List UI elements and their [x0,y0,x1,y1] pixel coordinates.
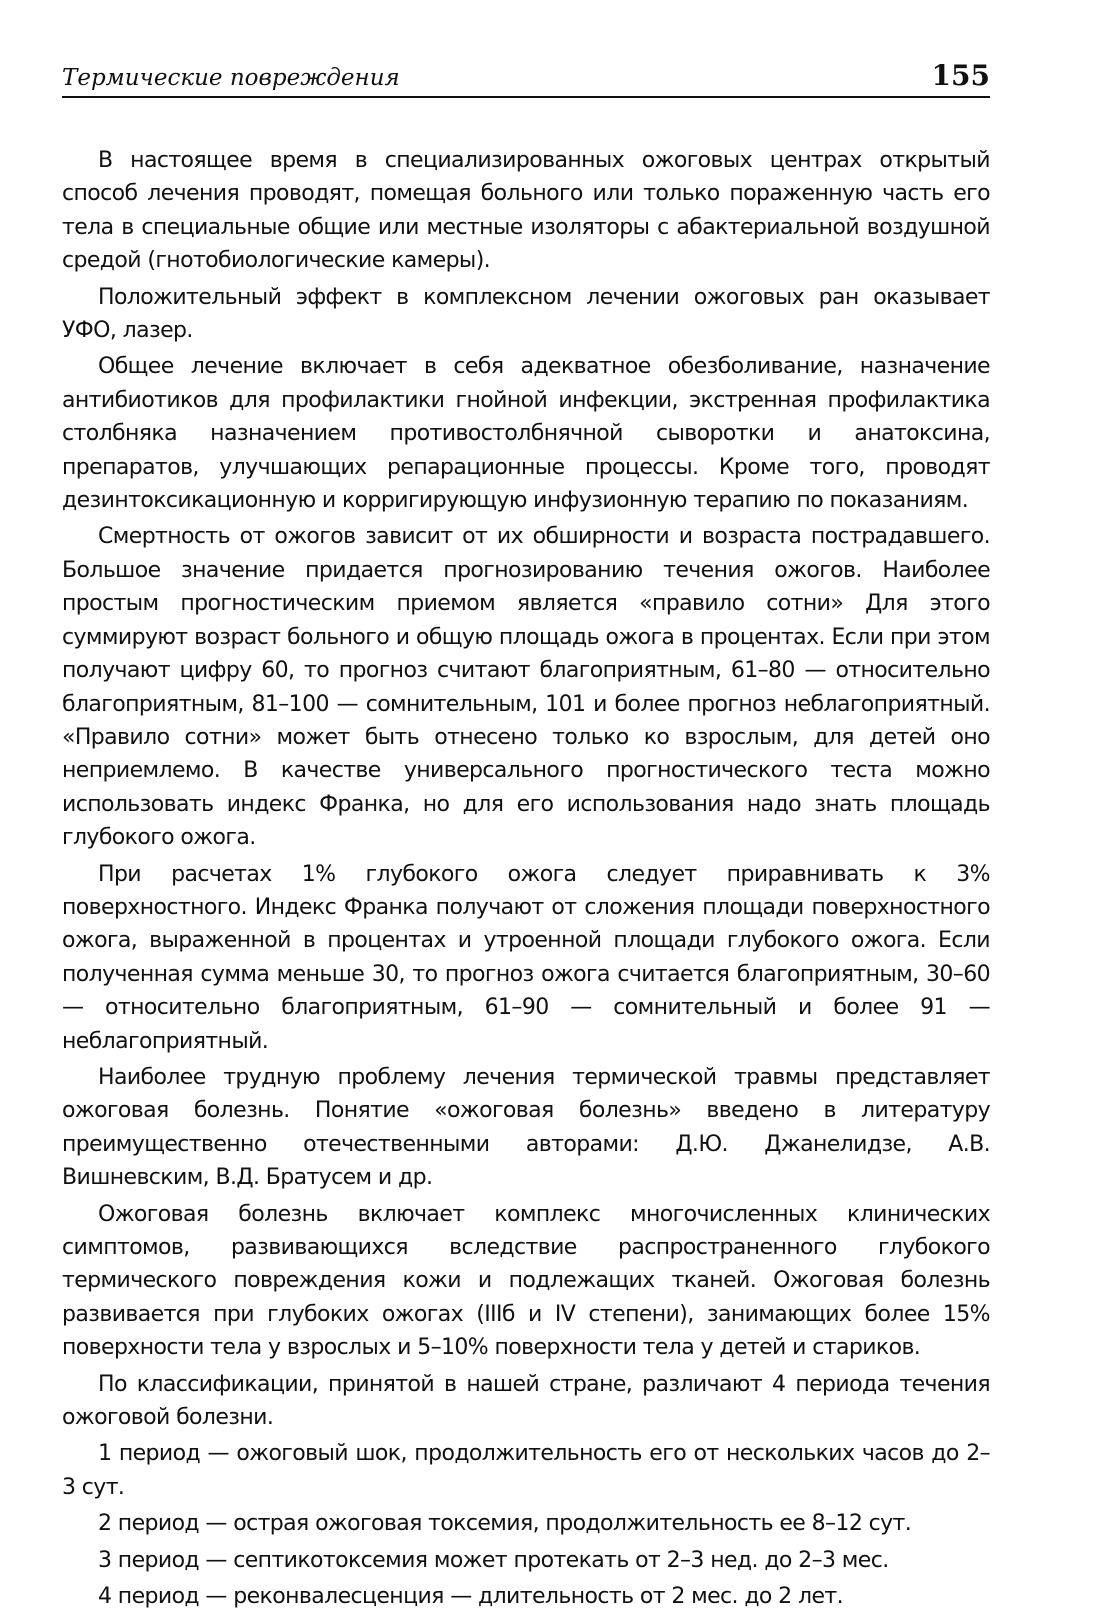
paragraph: При расчетах 1% глубокого ожога следует приравнивать к 3% поверхностного. Индекс Франка получают от сложения площади поверхностного ожога, выраженной в процентах и утроенной площади глубокого ожога. Если полученная сумма меньше 30, то прогноз ожога считается благоприятным, 30–60 — относительно благоприятным, 61–90 — сомнительный и более 91 — неблагоприятный. [62,861,990,1054]
book-page [62,44,990,1616]
period-item: 1 период — ожоговый шок, продолжительность его от нескольких часов до 2–3 сут. [62,1441,990,1500]
period-item: 2 период — острая ожоговая токсемия, продолжительность ее 8–12 сут. [98,1511,912,1537]
period-item: 4 период — реконвалесценция — длительность от 2 мес. до 2 лет. [98,1584,843,1610]
paragraph: В настоящее время в специализированных ожоговых центрах открытый способ лечения проводят, помещая больного или только пораженную часть его тела в специальные общие или местные изоляторы с абактериальной воздушной средой (гнотобиологические камеры). [62,148,990,274]
paragraph: Общее лечение включает в себя адекватное обезболивание, назначение антибиотиков для профилактики гнойной инфекции, экстренная профилактика столбняка назначением противостолбнячной сыворотки и анатоксина, препаратов, улучшающих репарационные процессы. Кроме того, проводят дезинтоксикационную и корригирующую инфузионную терапию по показаниям. [62,354,990,514]
body-text [62,144,990,1613]
paragraph: Наиболее трудную проблему лечения термической травмы представляет ожоговая болезнь. Понятие «ожоговая болезнь» введено в литературу преимущественно отечественными авторами: Д.Ю. Джанелидзе, А.В. Вишневским, В.Д. Братусем и др. [62,1064,990,1191]
paragraph: Положительный эффект в комплексном лечении ожоговых ран оказывает УФО, лазер. [62,284,990,344]
period-item: 3 период — септикотоксемия может протекать от 2–3 нед. до 2–3 мес. [98,1547,889,1573]
page-number: 155 [931,59,990,92]
paragraph: По классификации, принятой в нашей стране, различают 4 периода течения ожоговой болезни. [62,1371,990,1431]
running-header-title: Термические повреждения [62,65,400,91]
paragraph: Ожоговая болезнь включает комплекс многочисленных клинических симптомов, развивающихся вследствие распространенного глубокого термического повреждения кожи и подлежащих тканей. Ожоговая болезнь развивается при глубоких ожогах (IIIб и IV степени), занимающих более 15% поверхности тела у взрослых и 5–10% поверхности тела у детей и стариков. [62,1201,990,1361]
running-header [62,44,990,98]
paragraph: Смертность от ожогов зависит от их обширности и возраста пострадавшего. Большое значение придается прогнозированию течения ожогов. Наиболее простым прогностическим приемом является «правило сотни» Для этого суммируют возраст больного и общую площадь ожога в процентах. Если при этом получают цифру 60, то прогноз считают благоприятным, 61–80 — относительно благоприятным, 81–100 — сомнительным, 101 и более прогноз неблагоприятный. «Правило сотни» может быть отнесено только ко взрослым, для детей оно неприемлемо. В качестве универсального прогностического теста можно использовать индекс Франка, но для его использования надо знать площадь глубокого ожога. [62,524,990,851]
